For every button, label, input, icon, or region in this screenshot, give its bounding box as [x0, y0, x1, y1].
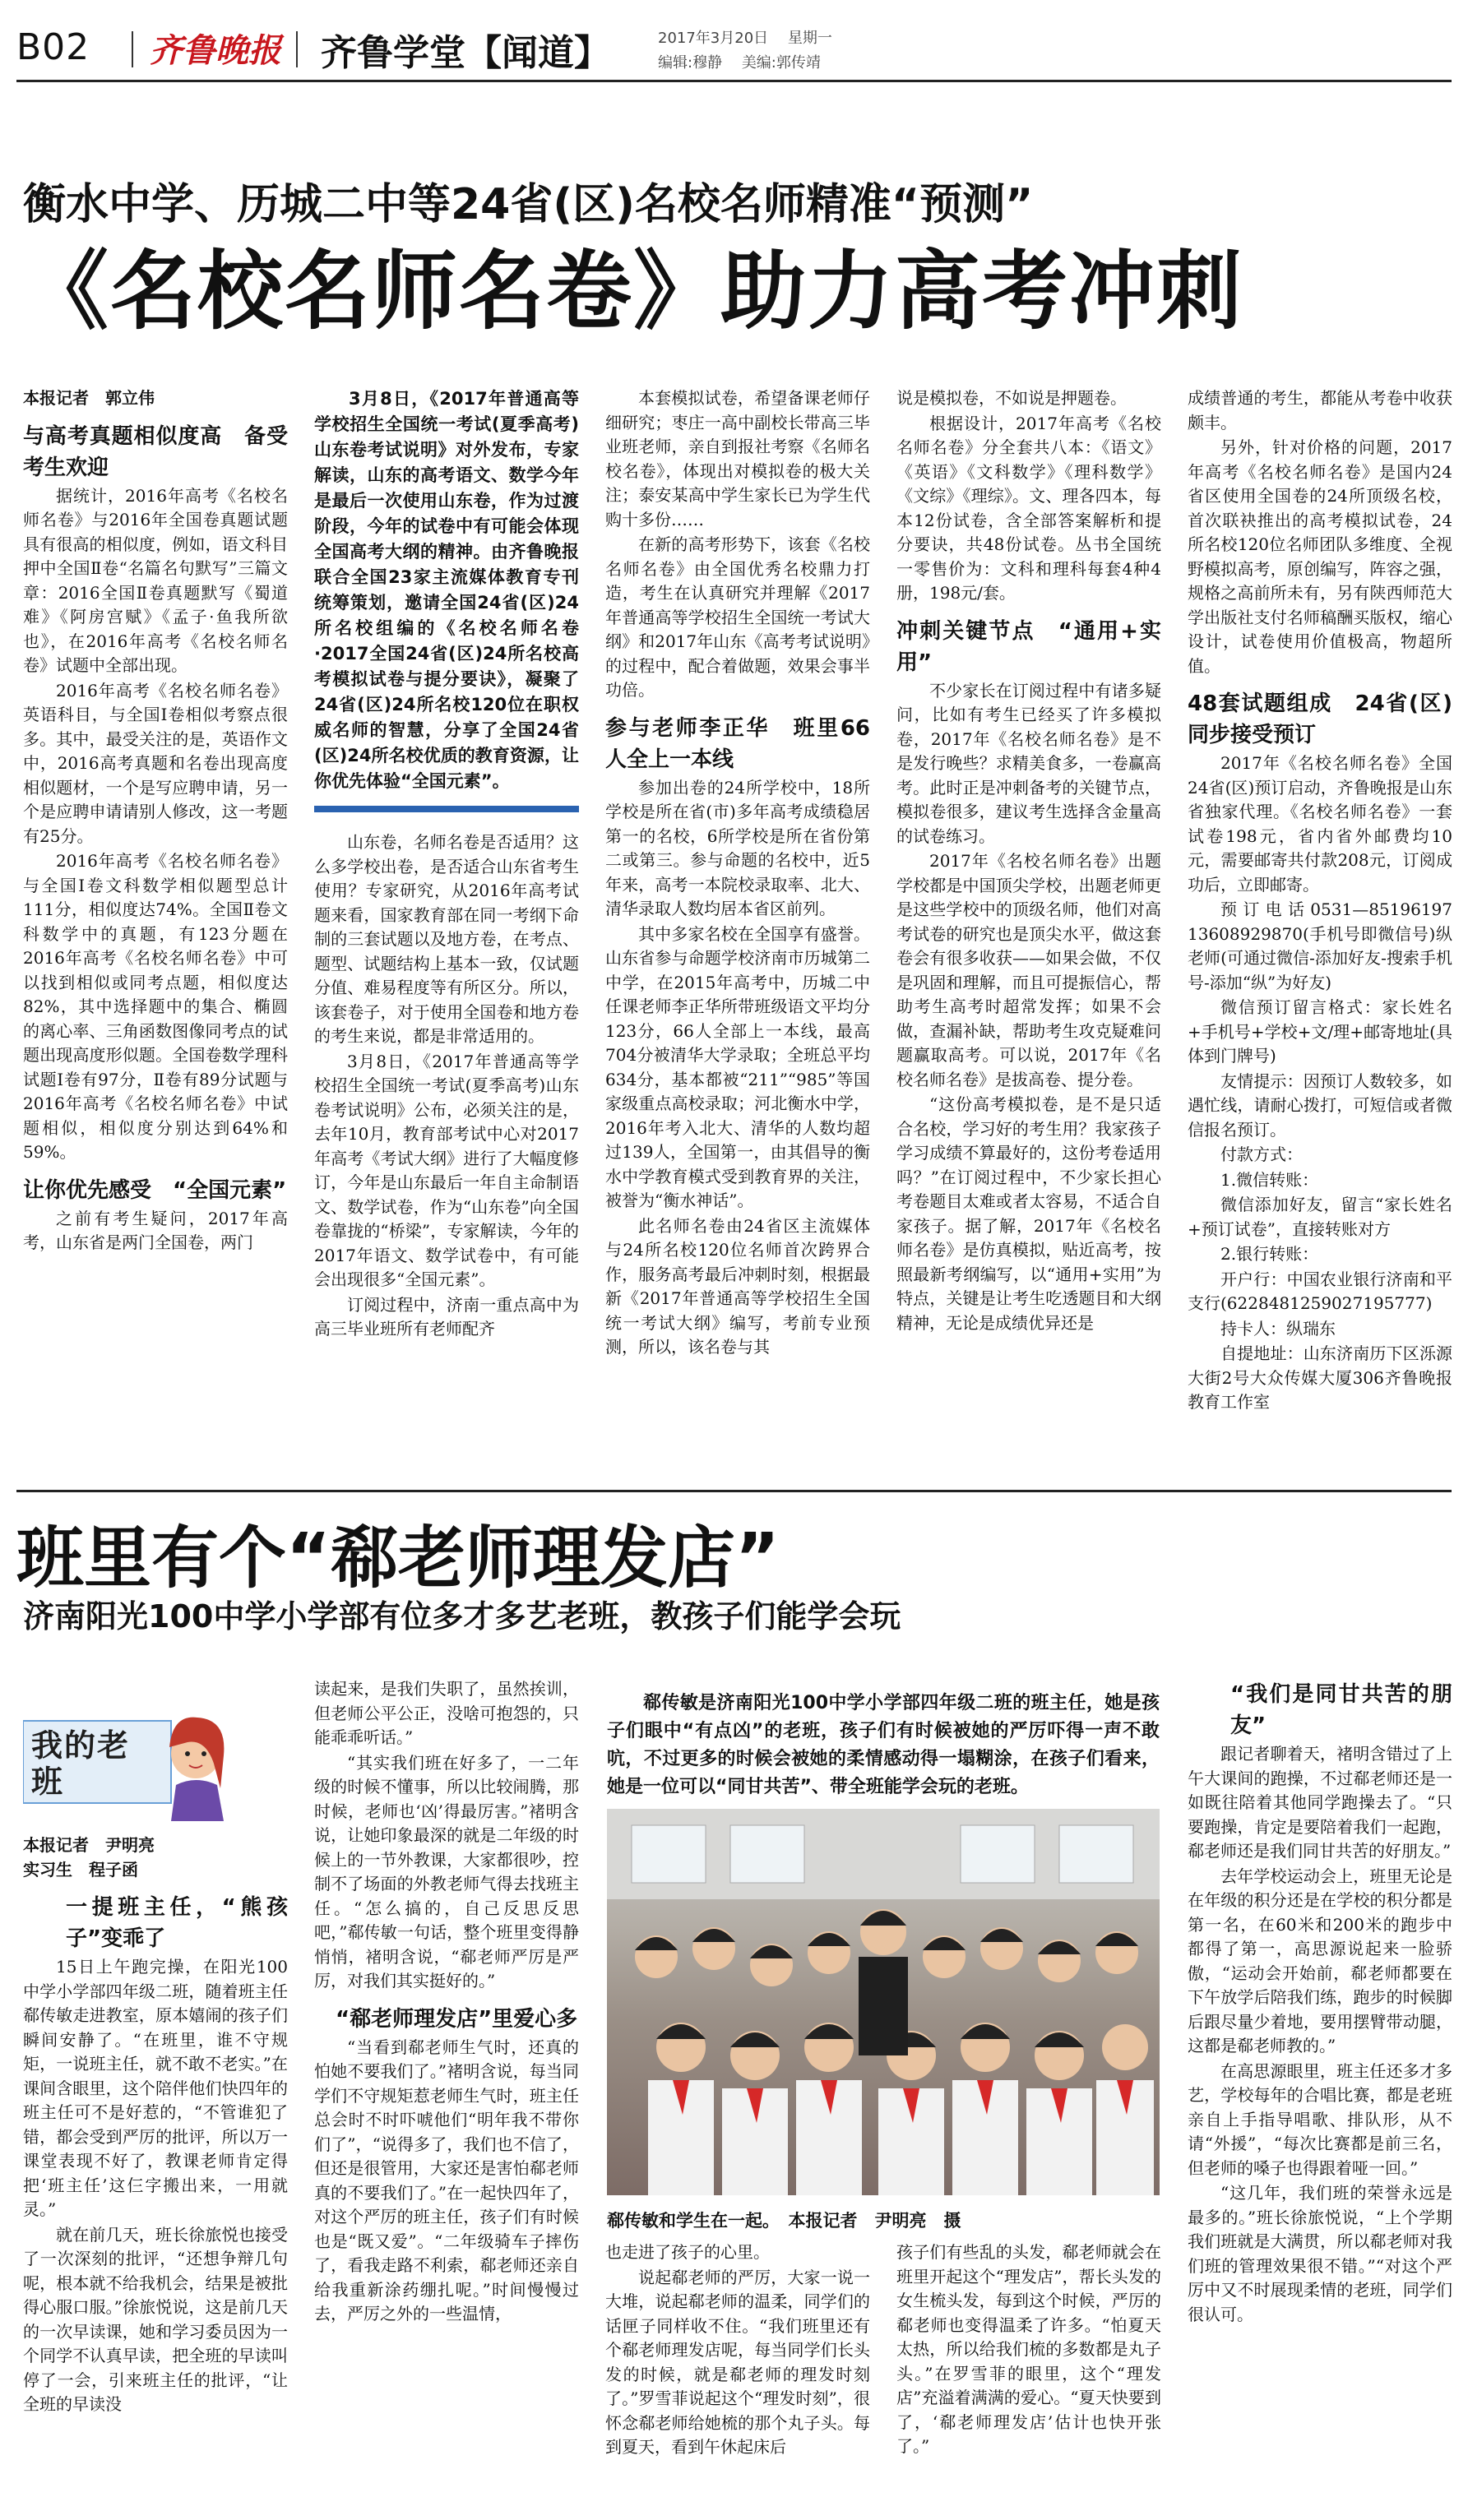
- paragraph: 孩子们有些乱的头发，郗老师就会在班里开起这个“理发店”，帮长头发的女生梳头发，每到这个时候，严厉的郗老师也变得温柔了许多。“怕夏天太热，所以给我们梳的多数都是丸子头。”在罗雪菲的眼里，这个“理发店”充溢着满满的爱心。“夏天快要到了，‘郗老师理发店’估计也快开张了。”: [896, 2242, 1161, 2456]
- paragraph: 参加出卷的24所学校中，18所学校是所在省(市)多年高考成绩稳居第一的名校，6所学校是所在省份第二或第三。参与命题的名校中，近5年来，高考一本院校录取率、北大、清华录取人数均居本省区前列。: [605, 777, 870, 918]
- paragraph: 另外，针对价格的问题，2017年高考《名校名师名卷》是国内24省区使用全国卷的24所顶级名校，首次联袂推出的高考模拟试卷，24所名校120位名师团队多维度、全视野模拟高考，原创编写，阵容之强，规格之高前所未有，另有陕西师范大学出版社支付名师稿酬买版权，缩心设计，试卷使用价值极高，物超所值。: [1188, 437, 1452, 676]
- paragraph: 也走进了孩子的心里。: [605, 2242, 770, 2262]
- article2-byline-1: 本报记者 尹明亮: [23, 1835, 155, 1855]
- paragraph: 2016年高考《名校名师名卷》与全国Ⅰ卷文科数学相似题型总计111分，相似度达74%。全国Ⅱ卷文科数学中的真题，有123分题在2016年高考《名校名师名卷》中可以找到相似或同考点题，相似度达82%，其中选择题中的集合、椭圆的离心率、三角函数图像同考点的试题出现高度形似题。全国卷数学理科试题Ⅰ卷有97分，Ⅱ卷有89分试题与2016年高考《名校名师名卷》中试题相似，相似度分别达到64%和59%。: [23, 851, 288, 1162]
- paragraph: 微信预订留言格式：家长姓名+手机号+学校+文/理+邮寄地址(具体到门牌号): [1188, 997, 1452, 1066]
- lead-accent-bar: [314, 806, 579, 812]
- paragraph: 订阅过程中，济南一重点高中为高三毕业班所有老师配齐: [314, 1294, 579, 1339]
- paragraph: 2017年《名校名师名卷》出题学校都是中国顶尖学校，出题老师更是这些学校中的顶级名师，他们对高考试卷的研究也是顶尖水平，做这套卷会有很多收获——如果会做，不仅是巩固和理解，而且可提振信心，帮助考生高考时超常发挥；如果不会做，查漏补缺，帮助考生攻克疑难问题赢取高考。可以说，2017年《名校名师名卷》是拔高卷、提分卷。: [896, 851, 1161, 1089]
- paragraph: 在新的高考形势下，该套《名校名师名卷》由全国优秀名校鼎力打造，考生在认真研究并理解《2017年普通高等学校招生全国统一考试大纲》和2017年山东《高考考试说明》的过程中，配合着做题，效果会事半功倍。: [605, 534, 870, 700]
- bank-account: 开户行：中国农业银行济南和平支行(6228481259027195777): [1188, 1269, 1452, 1313]
- photo-caption: 郗传敏和学生在一起。 本报记者 尹明亮 摄: [607, 2211, 961, 2231]
- article2-headline: 班里有个“郗老师理发店”: [16, 1519, 780, 1598]
- paragraph: 就在前几天，班长徐旅悦也接受了一次深刻的批评，“还想争辩几句呢，根本就不给我机会，结果是被批得心服口服。”徐旅悦说，这是前几天的一次早读课，她和学习委员因为一个同学不认真早读，把全班的早读叫停了一会，引来班主任的批评，“让全班的早读没: [23, 2224, 288, 2414]
- class-photo-image: [607, 1809, 1160, 2195]
- masthead: [16, 15, 1452, 82]
- article2-column-5: [1188, 1669, 1452, 2504]
- section-title: 齐鲁学堂【闻道】: [321, 32, 610, 74]
- article1-lead: 3月8日，《2017年普通高等学校招生全国统一考试(夏季高考)山东卷考试说明》对外发布，专家解读，山东的高考语文、数学今年是最后一次使用山东卷，作为过渡阶段，今年的试卷中有可能会体现全国高考大纲的精神。由齐鲁晚报联合全国23家主流媒体教育专刊统筹策划，邀请全国24省(区)24所名校组编的《名校名师名卷·2017全国24省(区)24所名校高考模拟试卷与提分要诀》，凝聚了24省(区)24所名校120位在职权威名师的智慧，分享了全国24省(区)24所名校优质的教育资源，让你优先体验“全国元素”。: [314, 389, 579, 791]
- paragraph: “这份高考模拟卷，是不是只适合名校，学习好的考生用？我家孩子学习成绩不算最好的，这份考卷适用吗？”在订阅过程中，不少家长担心考卷题目太难或者太容易，不适合自家孩子。据了解，2017年《名校名师名卷》是仿真模拟，贴近高考，按照最新考纲编写，以“通用+实用”为特点，关键是让考生吃透题目和大纲精神，无论是成绩优异还是: [896, 1094, 1161, 1333]
- paragraph: 此名师名卷由24省区主流媒体与24所名校120位名师首次跨界合作，服务高考最后冲刺时刻，根据最新《2017年普通高等学校招生全国统一考试大纲》编写，考前专业预测，所以，该名卷与其: [605, 1215, 870, 1357]
- paragraph: 山东卷，名师名卷是否适用？这么多学校出卷，是否适合山东省考生使用？专家研究，从2016年高考试题来看，国家教育部在同一考纲下命制的三套试题以及地方卷，在考点、题型、试题结构上基本一致，仅试题分值、难易程度等有所区分。所以，该套卷子，对于使用全国卷和地方卷的考生来说，都是非常适用的。: [314, 832, 579, 1046]
- article2-subhead-2: “郗老师理发店”里爱心多: [336, 2006, 578, 2032]
- paragraph: 说是模拟卷，不如说是押题卷。: [896, 388, 1127, 408]
- paragraph: 说起郗老师的严厉，大家一说一大堆，说起郗老师的温柔，同学们的话匣子同样收不住。“我们班里还有个郗老师理发店呢，每当同学们长头发的时候，就是郗老师的理发时刻了。”罗雪菲说起这个“理发时刻”，很怀念郗老师给她梳的那个丸子头。每到夏天，看到午休起床后: [605, 2267, 870, 2457]
- article1-subhead-1: 与高考真题相似度高 备受考生欢迎: [23, 423, 288, 480]
- article2-column-2: [314, 1677, 579, 2504]
- article1-column-4: [896, 386, 1161, 1476]
- masthead-divider: [132, 31, 133, 67]
- article2-lead: 郗传敏是济南阳光100中学小学部四年级二班的班主任，她是孩子们眼中“有点凶”的老班，孩子们有时候被她的严厉吓得一声不敢吭，不过更多的时候会被她的柔情感动得一塌糊涂，在孩子们看来，她是一位可以“同甘共苦”、带全班能学会玩的老班。: [607, 1693, 1160, 1797]
- paragraph: 持卡人：纵瑞东: [1220, 1318, 1336, 1339]
- pickup-address: 自提地址：山东济南历下区泺源大街2号大众传媒大厦306齐鲁晚报教育工作室: [1188, 1343, 1452, 1412]
- article1-subhead-3: 参与老师李正华 班里66人全上一本线: [605, 715, 870, 772]
- masthead-divider: [296, 31, 298, 67]
- paragraph: “这几年，我们班的荣誉永远是最多的。”班长徐旅悦说，“上个学期我们班就是大满贯，所以郗老师对我们班的管理效果很不错。”“对这个严厉中又不时展现柔情的老班，同学们很认可。: [1188, 2183, 1452, 2324]
- article1-subhead-5: 48套试题组成 24省(区)同步接受预订: [1188, 691, 1452, 747]
- article2-column-3: [605, 2240, 870, 2504]
- issue-weekday: 星期一: [787, 30, 832, 47]
- article2-byline-2: 实习生 程子函: [23, 1859, 138, 1880]
- paragraph: 友情提示：因预订人数较多，如遇忙线，请耐心拨打，可短信或者微信报名预订。: [1188, 1070, 1452, 1140]
- class-photo: [607, 1809, 1160, 2195]
- paragraph: 据统计，2016年高考《名校名师名卷》与2016年全国卷真题试题具有很高的相似度，例如，语文科目押中全国Ⅱ卷“名篇名句默写”三篇文章：2016全国Ⅱ卷真题默写《蜀道难》《阿房宫赋》《孟子·鱼我所欲也》，在2016年高考《名校名师名卷》试题中全部出现。: [23, 485, 288, 675]
- article1-headline: 《名校名师名卷》助力高考冲刺: [23, 241, 1244, 341]
- paragraph: 成绩普通的考生，都能从考卷中收获颇丰。: [1188, 388, 1452, 432]
- article1-byline: 本报记者 郭立伟: [23, 388, 155, 408]
- badge-label: 我的老班: [31, 1727, 131, 1800]
- paragraph: 2016年高考《名校名师名卷》英语科目，与全国Ⅰ卷相似考察点很多。其中，最受关注的是，英语作文中，2016高考真题和名卷出现高度相似题材，一个是写应聘申请，另一个是应聘申请请别人修改，这一考题有25分。: [23, 680, 288, 846]
- editor-line: [658, 51, 821, 72]
- page-number: B02: [16, 26, 90, 68]
- editor-name: 编辑:穆静: [658, 54, 723, 72]
- article1-subhead-2: 让你优先感受 “全国元素”: [23, 1177, 287, 1203]
- article2-column-4: [896, 2240, 1161, 2504]
- article2-column-1: [23, 1833, 288, 2504]
- paragraph: 付款方式：: [1220, 1144, 1303, 1164]
- paragraph: “其实我们班在好多了，一二年级的时候不懂事，所以比较闹腾，那时候，老师也‘凶’得最厉害。”褚明含说，让她印象最深的就是二年级的时候上的一节外教课，大家都很吵，控制不了场面的外教老师气得去找班主任。“怎么搞的，自己反思反思吧，”郗传敏一句话，整个班里变得静悄悄，褚明含说，“郗老师严厉是严厉，对我们其实挺好的。”: [314, 1752, 579, 1991]
- paragraph: 去年学校运动会上，班里无论是在年级的积分还是在学校的积分都是第一名，在60米和200米的跑步中都得了第一，高思源说起来一脸骄傲，“运动会开始前，郗老师都要在下午放学后陪我们练，跑步的时候脚后跟尽量少着地，要用摆臂带动腿，这都是郗老师教的。”: [1188, 1866, 1452, 2055]
- article1-subhead-4: 冲刺关键节点 “通用+实用”: [896, 618, 1161, 675]
- article2-subhead-1: 一提班主任，“熊孩子”变乖了: [66, 1895, 288, 1951]
- paragraph: 读起来，是我们失职了，虽然挨训，但老师公平公正，没啥可抱怨的，只能乖乖听话。”: [314, 1679, 579, 1747]
- article1-column-3: [605, 386, 870, 1476]
- column-badge: [23, 1706, 235, 1821]
- paragraph: 根据设计，2017年高考《名校名师名卷》分全套共八本：《语文》《英语》《文科数学》《理科数学》《文综》《理综》。文、理各四本，每本12份试卷，含全部答案解析和提分要诀，共48份试卷。丛书全国统一零售价为：文科和理科每套4种4册，198元/套。: [896, 413, 1161, 603]
- section-divider: [16, 1490, 1452, 1492]
- art-editor-name: 美编:郭传靖: [741, 54, 821, 72]
- paragraph: 其中多家名校在全国享有盛誉。山东省参与命题学校济南市历城第二中学，在2015年高考中，历城二中任课老师李正华所带班级语文平均分123分，66人全部上一本线，最高704分被清华大学录取；全班总平均634分，基本都被“211”“985”等国家级重点高校录取；河北衡水中学，2016年考入北大、清华的人数均超过139人，全国第一，由其倡导的衡水中学教育模式受到教育界的关注，被誉为“衡水神话”。: [605, 923, 870, 1210]
- paragraph: 1.微信转账：: [1220, 1169, 1319, 1190]
- paragraph: 之前有考生疑问，2017年高考，山东省是两门全国卷，两门: [23, 1208, 288, 1252]
- paragraph: “当看到郗老师生气时，还真的怕她不要我们了。”褚明含说，每当同学们不守规矩惹老师生气时，班主任总会时不时吓唬他们“明年我不带你们了”，“说得多了，我们也不信了，但还是很管用，大家还是害怕郗老师真的不要我们了。”在一起快四年了，对这个严厉的班主任，孩子们有时候也是“既又爱”。“二年级骑车子摔伤了，看我走路不利索，郗老师还亲自给我重新涂药绷扎呢。”时间慢慢过去，严厉之外的一些温情，: [314, 2037, 579, 2323]
- article2-subhead: 济南阳光100中学小学部有位多才多艺老班，教孩子们能学会玩: [23, 1598, 901, 1635]
- order-phone: 预订电话0531—85196197 13608929870(手机号即微信号)纵老师(可通过微信-添加好友-搜索手机号-添加“纵”为好友): [1188, 899, 1452, 992]
- paragraph: 本套模拟试卷，希望备课老师仔细研究；枣庄一高中副校长带高三毕业班老师，亲自到报社考察《名师名校名卷》，体现出对模拟卷的极大关注；泰安某高中学生家长已为学生代购十多份……: [605, 388, 870, 529]
- issue-date-line: [658, 26, 832, 48]
- article1-kicker: 衡水中学、历城二中等24省(区)名校名师精准“预测”: [23, 180, 1034, 229]
- article1-column-5: [1188, 386, 1452, 1476]
- paper-logo: 齐鲁晚报: [150, 31, 281, 70]
- paragraph: 15日上午跑完操，在阳光100中学小学部四年级二班，随着班主任郗传敏走进教室，原本嬉闹的孩子们瞬间安静了。“在班里，谁不守规矩，一说班主任，就不敢不老实。”在课间含眼里，这个陪伴他们快四年的班主任可不是好惹的，“不管谁犯了错，都会受到严厉的批评，所以万一课堂表现不好了，教课老师肯定得把‘班主任’这仨字搬出来，一用就灵。”: [23, 1957, 288, 2219]
- paragraph: 3月8日，《2017年普通高等学校招生全国统一考试(夏季高考)山东卷考试说明》公布，必须关注的是，去年10月，教育部考试中心对2017年高考《考试大纲》进行了大幅度修订，今年是山东最后一年自主命制语文、数学试卷，作为“山东卷”向全国卷靠拢的“桥梁”，专家解读，今年的2017年语文、数学试卷中，有可能会出现很多“全国元素”。: [314, 1051, 579, 1289]
- paragraph: 2.银行转账：: [1220, 1244, 1319, 1264]
- paragraph: 微信添加好友，留言“家长姓名+预订试卷”，直接转账对方: [1188, 1195, 1452, 1239]
- issue-date: 2017年3月20日: [658, 30, 769, 47]
- paragraph: 2017年《名校名师名卷》全国24省(区)预订启动，齐鲁晚报是山东省独家代理。《名校名师名卷》一套试卷198元，省内省外邮费均10元，需要邮寄共付款208元，订阅成功后，立即邮寄。: [1188, 753, 1452, 895]
- article1-column-1: [23, 386, 288, 1476]
- article1-column-2: [314, 386, 579, 1476]
- paragraph: 在高思源眼里，班主任还多才多艺，学校每年的合唱比赛，都是老班亲自上手指导唱歌、排队形，从不请“外援”，“每次比赛都是前三名，但老师的嗓子也得跟着哑一回。”: [1188, 2060, 1452, 2178]
- article2-subhead-3: “我们是同甘共苦的朋友”: [1230, 1682, 1452, 1738]
- paragraph: 跟记者聊着天，褚明含错过了上午大课间的跑操，不过郗老师还是一如既往陪着其他同学跑操去了。“只要跑操，肯定是要陪着我们一起跑，郗老师还是我们同甘共苦的好朋友。”: [1188, 1744, 1452, 1861]
- paragraph: 不少家长在订阅过程中有诸多疑问，比如有考生已经买了许多模拟卷，2017年《名校名师名卷》是不是发行晚些？求精美食多，一卷赢高考。此时正是冲刺备考的关键节点，模拟卷很多，建议考生选择含金量高的试卷练习。: [896, 680, 1161, 846]
